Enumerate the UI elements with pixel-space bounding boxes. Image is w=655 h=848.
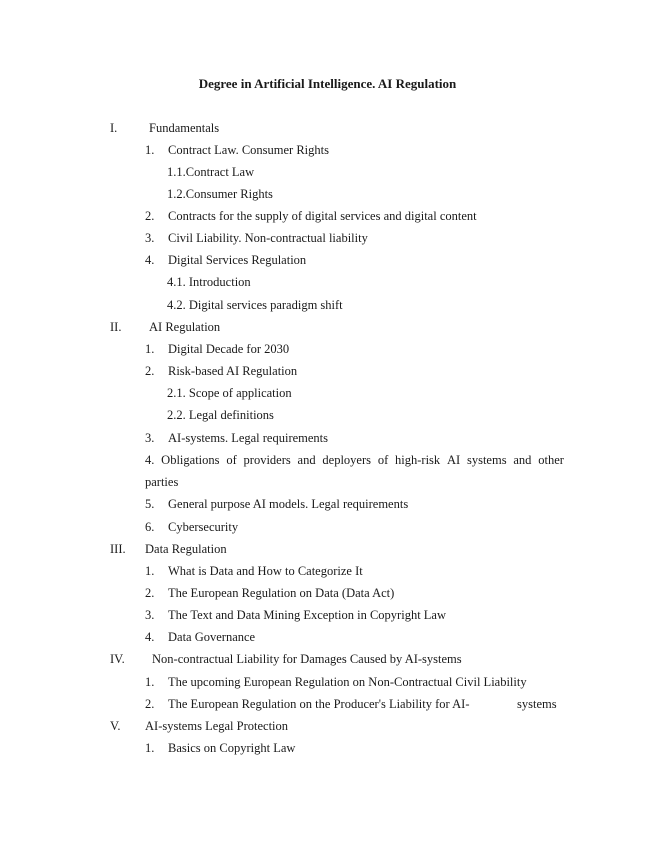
section-title: AI Regulation bbox=[149, 320, 221, 334]
item-number: 5. bbox=[145, 497, 155, 511]
item-number: 4. bbox=[145, 253, 155, 267]
word: of bbox=[377, 453, 389, 467]
item-title: Civil Liability. Non-contractual liability bbox=[168, 231, 368, 245]
item-number: 2. bbox=[145, 209, 155, 223]
item-number: 3. bbox=[145, 608, 155, 622]
toc-subitem: 1.2.Consumer Rights bbox=[167, 187, 273, 201]
toc-subitem: 2.2. Legal definitions bbox=[167, 408, 274, 422]
word: high-risk bbox=[395, 453, 441, 467]
section-title: Fundamentals bbox=[149, 121, 220, 135]
item-number: 1. bbox=[145, 741, 155, 755]
section-numeral: IV. bbox=[110, 652, 125, 666]
toc-subitem: 2.1. Scope of application bbox=[167, 386, 292, 400]
item-number: 1. bbox=[145, 675, 155, 689]
word: 4. bbox=[145, 453, 155, 467]
section-numeral: III. bbox=[110, 542, 126, 556]
word: and bbox=[513, 453, 532, 467]
item-title: Contracts for the supply of digital services and digital content bbox=[168, 209, 477, 223]
item-number: 1. bbox=[145, 564, 155, 578]
item-title: Basics on Copyright Law bbox=[168, 741, 296, 755]
item-title: Digital Services Regulation bbox=[168, 253, 307, 267]
section-title: AI-systems Legal Protection bbox=[145, 719, 289, 733]
word: and bbox=[297, 453, 316, 467]
item-title: Data Governance bbox=[168, 630, 256, 644]
item-number: 3. bbox=[145, 231, 155, 245]
item-title: Contract Law. Consumer Rights bbox=[168, 143, 329, 157]
word: of bbox=[226, 453, 237, 467]
item-title: The European Regulation on Data (Data Act) bbox=[168, 586, 395, 600]
item-number: 3. bbox=[145, 431, 155, 445]
item-title: Digital Decade for 2030 bbox=[168, 342, 290, 356]
item-title: Risk-based AI Regulation bbox=[168, 364, 298, 378]
word: AI bbox=[446, 453, 461, 467]
item-title-end: systems bbox=[517, 697, 557, 711]
section-numeral: I. bbox=[110, 121, 118, 135]
justified-line bbox=[145, 452, 564, 468]
word: deployers bbox=[322, 453, 372, 467]
item-title: General purpose AI models. Legal requirements bbox=[168, 497, 409, 511]
section-title: Data Regulation bbox=[145, 542, 227, 556]
item-title: Cybersecurity bbox=[168, 520, 239, 534]
item-number: 1. bbox=[145, 143, 155, 157]
item-number: 4. bbox=[145, 630, 155, 644]
item-number: 2. bbox=[145, 364, 155, 378]
item-number: 1. bbox=[145, 342, 155, 356]
item-title: The Text and Data Mining Exception in Copyright Law bbox=[168, 608, 447, 622]
item-number: 2. bbox=[145, 697, 155, 711]
toc-subitem: 1.1.Contract Law bbox=[167, 165, 255, 179]
word: providers bbox=[243, 453, 291, 467]
toc-subitem: 4.1. Introduction bbox=[167, 275, 251, 289]
section-title: Non-contractual Liability for Damages Caused by AI-systems bbox=[152, 652, 462, 666]
word: systems bbox=[466, 453, 507, 467]
item-title: What is Data and How to Categorize It bbox=[168, 564, 363, 578]
section-numeral: II. bbox=[110, 320, 122, 334]
item-continuation: parties bbox=[145, 475, 179, 489]
toc-subitem: 4.2. Digital services paradigm shift bbox=[167, 298, 343, 312]
document-title: Degree in Artificial Intelligence. AI Regulation bbox=[198, 76, 457, 91]
item-title: AI-systems. Legal requirements bbox=[168, 431, 329, 445]
item-number: 6. bbox=[145, 520, 155, 534]
item-number: 2. bbox=[145, 586, 155, 600]
item-title: The upcoming European Regulation on Non-Contractual Civil Liability bbox=[168, 675, 527, 689]
item-title: The European Regulation on the Producer's Liability for AI- bbox=[168, 697, 470, 711]
word: Obligations bbox=[161, 453, 220, 467]
section-numeral: V. bbox=[110, 719, 121, 733]
word: other bbox=[538, 453, 564, 467]
